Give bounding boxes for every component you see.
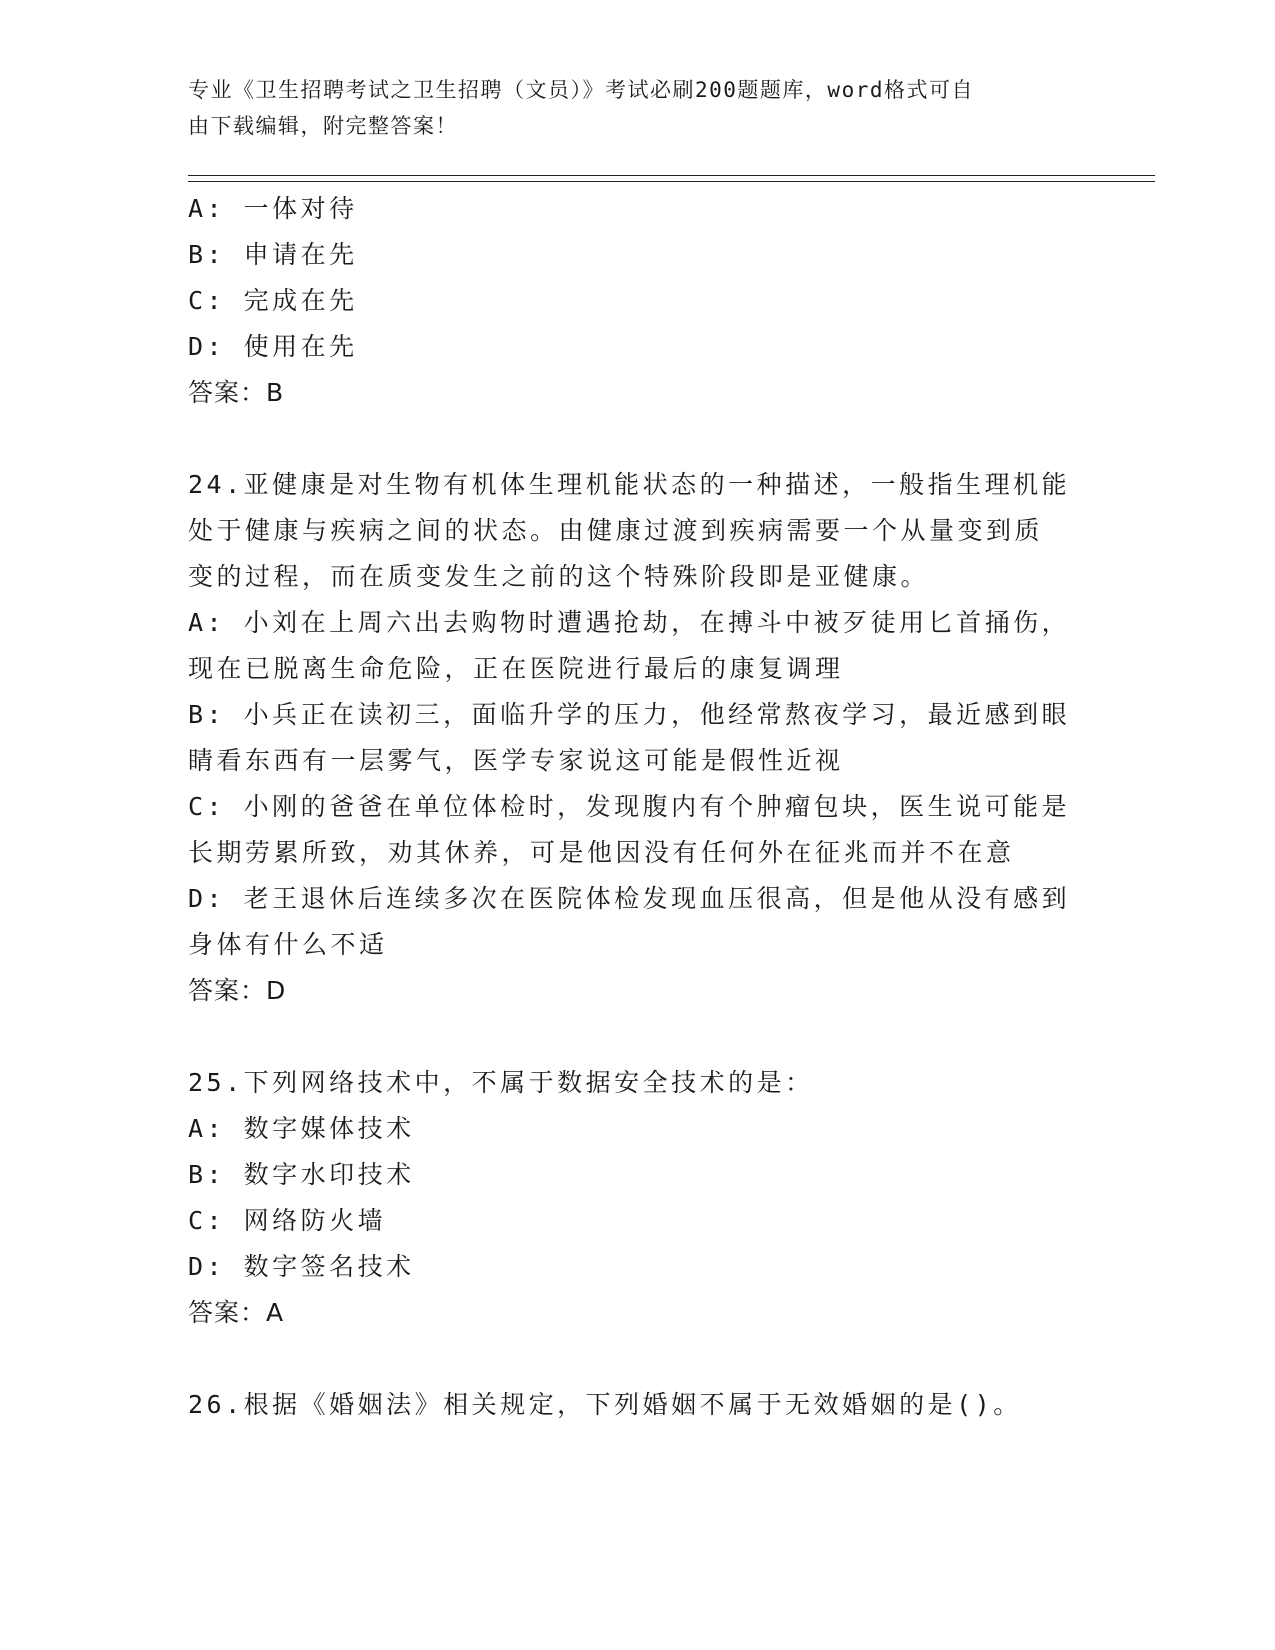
question-stem: 26.根据《婚姻法》相关规定，下列婚姻不属于无效婚姻的是()。 xyxy=(188,1390,1022,1419)
answer-line: 答案：A xyxy=(188,1298,285,1327)
option-c: C: 网络防火墙 xyxy=(188,1206,387,1235)
header-line-2: 由下载编辑，附完整答案！ xyxy=(188,114,458,138)
option-b: B: 申请在先 xyxy=(188,240,358,269)
question-stem-line: 处于健康与疾病之间的状态。由健康过渡到疾病需要一个从量变到质 xyxy=(188,516,1044,545)
option-c: C: 完成在先 xyxy=(188,286,358,315)
answer-line: 答案：B xyxy=(188,378,285,407)
question-25 xyxy=(188,1060,1088,1336)
question-24 xyxy=(188,462,1088,1014)
option-d-continued: 身体有什么不适 xyxy=(188,930,388,959)
spacer xyxy=(188,1336,1088,1382)
option-b: B: 小兵正在读初三，面临升学的压力，他经常熬夜学习，最近感到眼 xyxy=(188,700,1071,729)
question-stem: 25.下列网络技术中，不属于数据安全技术的是： xyxy=(188,1068,814,1097)
question-26 xyxy=(188,1382,1088,1428)
option-a: A: 小刘在上周六出去购物时遭遇抢劫，在搏斗中被歹徒用匕首捅伤， xyxy=(188,608,1071,637)
document-header xyxy=(188,72,1068,144)
question-stem-line: 变的过程，而在质变发生之前的这个特殊阶段即是亚健康。 xyxy=(188,562,930,591)
option-c-continued: 长期劳累所致，劝其休养，可是他因没有任何外在征兆而并不在意 xyxy=(188,838,1015,867)
option-d: D: 使用在先 xyxy=(188,332,358,361)
option-d: D: 数字签名技术 xyxy=(188,1252,415,1281)
option-a-continued: 现在已脱离生命危险，正在医院进行最后的康复调理 xyxy=(188,654,844,683)
spacer xyxy=(188,416,1088,462)
header-divider-top xyxy=(188,175,1155,176)
header-divider-bottom xyxy=(188,181,1155,182)
option-c: C: 小刚的爸爸在单位体检时，发现腹内有个肿瘤包块，医生说可能是 xyxy=(188,792,1071,821)
question-23-options xyxy=(188,186,1088,416)
option-b: B: 数字水印技术 xyxy=(188,1160,415,1189)
document-body xyxy=(188,186,1088,1428)
answer-line: 答案：D xyxy=(188,976,287,1005)
option-d: D: 老王退休后连续多次在医院体检发现血压很高，但是他从没有感到 xyxy=(188,884,1071,913)
option-a: A: 数字媒体技术 xyxy=(188,1114,415,1143)
option-a: A: 一体对待 xyxy=(188,194,358,223)
option-b-continued: 睛看东西有一层雾气，医学专家说这可能是假性近视 xyxy=(188,746,844,775)
question-stem-line: 24.亚健康是对生物有机体生理机能状态的一种描述，一般指生理机能 xyxy=(188,470,1071,499)
header-line-1: 专业《卫生招聘考试之卫生招聘（文员）》考试必刷200题题库，word格式可自 xyxy=(188,78,974,102)
spacer xyxy=(188,1014,1088,1060)
